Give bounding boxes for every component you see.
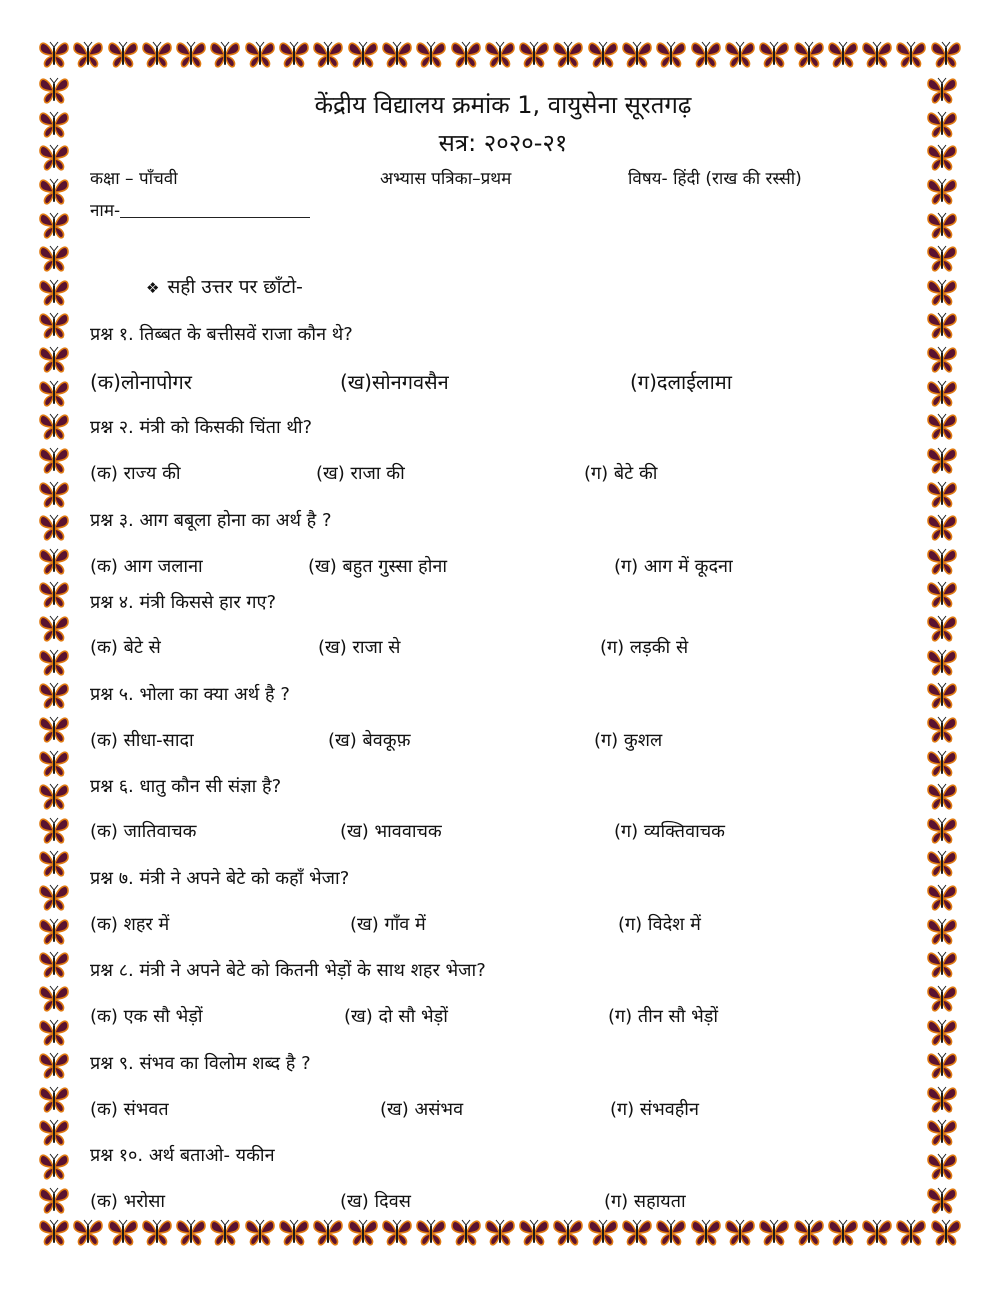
butterfly-icon — [38, 1018, 74, 1048]
butterfly-icon — [38, 917, 74, 947]
butterfly-icon — [926, 648, 962, 678]
question-5: प्रश्न ५. भोला का क्या अर्थ है ? — [90, 684, 290, 705]
butterfly-icon — [926, 311, 962, 341]
q8-option-a[interactable]: (क) एक सौ भेड़ों — [90, 1006, 203, 1027]
butterfly-icon — [621, 40, 653, 76]
butterfly-icon — [926, 278, 962, 308]
butterfly-icon — [38, 816, 74, 846]
butterfly-icon — [926, 984, 962, 1014]
name-blank-line[interactable] — [120, 199, 310, 218]
butterfly-icon — [926, 580, 962, 610]
butterfly-icon — [38, 681, 74, 711]
butterfly-icon — [861, 1218, 893, 1254]
butterfly-icon — [690, 40, 722, 76]
butterfly-icon — [926, 782, 962, 812]
butterfly-icon — [793, 40, 825, 76]
butterfly-icon — [38, 1186, 74, 1216]
butterfly-icon — [926, 547, 962, 577]
question-4: प्रश्न ४. मंत्री किससे हार गए? — [90, 592, 277, 613]
butterfly-icon — [930, 1218, 962, 1254]
question-6: प्रश्न ६. धातु कौन सी संज्ञा है? — [90, 776, 282, 797]
butterfly-icon — [690, 1218, 722, 1254]
instruction — [146, 273, 303, 299]
butterfly-icon — [758, 40, 790, 76]
butterfly-icon — [278, 40, 310, 76]
session-year: सत्र: २०२०-२१ — [438, 129, 568, 157]
butterfly-icon — [38, 311, 74, 341]
butterfly-icon — [793, 1218, 825, 1254]
butterfly-icon — [926, 715, 962, 745]
butterfly-icon — [278, 1218, 310, 1254]
q7-option-b[interactable]: (ख) गाँव में — [350, 914, 426, 935]
butterfly-icon — [312, 40, 344, 76]
butterfly-icon — [72, 1218, 104, 1254]
q4-option-c[interactable]: (ग) लड़की से — [600, 637, 689, 658]
butterfly-icon — [926, 1186, 962, 1216]
butterfly-icon — [381, 1218, 413, 1254]
butterfly-icon — [38, 278, 74, 308]
butterfly-icon — [926, 76, 962, 106]
q10-option-b[interactable]: (ख) दिवस — [340, 1191, 411, 1212]
q9-option-c[interactable]: (ग) संभवहीन — [610, 1099, 699, 1120]
name-label: नाम- — [90, 201, 121, 221]
butterfly-icon — [552, 1218, 584, 1254]
butterfly-icon — [724, 1218, 756, 1254]
butterfly-icon — [926, 345, 962, 375]
butterfly-icon — [926, 614, 962, 644]
butterfly-icon — [347, 1218, 379, 1254]
border-left — [38, 76, 74, 1216]
butterfly-icon — [926, 950, 962, 980]
q7-option-a[interactable]: (क) शहर में — [90, 914, 170, 935]
butterfly-icon — [926, 1118, 962, 1148]
butterfly-icon — [450, 40, 482, 76]
butterfly-icon — [381, 40, 413, 76]
q10-option-c[interactable]: (ग) सहायता — [604, 1191, 686, 1212]
butterfly-icon — [926, 849, 962, 879]
question-9: प्रश्न ९. संभव का विलोम शब्द है ? — [90, 1053, 311, 1074]
butterfly-icon — [926, 917, 962, 947]
butterfly-icon — [107, 1218, 139, 1254]
butterfly-icon — [926, 1018, 962, 1048]
butterfly-icon — [930, 40, 962, 76]
q3-option-c[interactable]: (ग) आग में कूदना — [614, 556, 733, 577]
q1-option-b[interactable]: (ख)सोनगवसैन — [340, 370, 449, 394]
q3-option-b[interactable]: (ख) बहुत गुस्सा होना — [308, 556, 448, 577]
butterfly-icon — [926, 446, 962, 476]
butterfly-icon — [38, 446, 74, 476]
q2-option-b[interactable]: (ख) राजा की — [316, 463, 405, 484]
butterfly-icon — [415, 1218, 447, 1254]
instruction-text: सही उत्तर पर छाँटो- — [167, 276, 303, 298]
q5-option-b[interactable]: (ख) बेवकूफ़ — [328, 730, 411, 751]
question-3: प्रश्न ३. आग बबूला होना का अर्थ है ? — [90, 510, 332, 531]
butterfly-icon — [926, 244, 962, 274]
question-8: प्रश्न ८. मंत्री ने अपने बेटे को कितनी भेड़ों के साथ शहर भेजा? — [90, 960, 486, 981]
border-right — [926, 76, 962, 1216]
butterfly-icon — [38, 1152, 74, 1182]
butterfly-icon — [38, 614, 74, 644]
butterfly-icon — [38, 1085, 74, 1115]
border-bottom — [38, 1218, 962, 1254]
butterfly-icon — [38, 211, 74, 241]
name-field — [90, 198, 310, 221]
butterfly-icon — [518, 40, 550, 76]
butterfly-icon — [38, 513, 74, 543]
butterfly-icon — [484, 40, 516, 76]
butterfly-icon — [926, 681, 962, 711]
butterfly-icon — [38, 244, 74, 274]
butterfly-icon — [895, 40, 927, 76]
diamond-bullet-icon: ❖ — [146, 279, 160, 297]
q2-option-a[interactable]: (क) राज्य की — [90, 463, 181, 484]
butterfly-icon — [926, 412, 962, 442]
butterfly-icon — [38, 547, 74, 577]
q5-option-c[interactable]: (ग) कुशल — [594, 730, 663, 751]
butterfly-icon — [552, 40, 584, 76]
butterfly-icon — [107, 40, 139, 76]
butterfly-icon — [926, 177, 962, 207]
q3-option-a[interactable]: (क) आग जलाना — [90, 556, 203, 577]
butterfly-icon — [38, 984, 74, 1014]
question-1: प्रश्न १. तिब्बत के बत्तीसवें राजा कौन थे? — [90, 324, 353, 345]
butterfly-icon — [926, 513, 962, 543]
butterfly-icon — [38, 849, 74, 879]
butterfly-icon — [926, 480, 962, 510]
butterfly-icon — [38, 177, 74, 207]
q5-option-a[interactable]: (क) सीधा-सादा — [90, 730, 194, 751]
butterfly-icon — [141, 40, 173, 76]
butterfly-icon — [450, 1218, 482, 1254]
butterfly-icon — [38, 782, 74, 812]
butterfly-icon — [827, 40, 859, 76]
butterfly-icon — [38, 1051, 74, 1081]
q4-option-b[interactable]: (ख) राजा से — [318, 637, 401, 658]
butterfly-icon — [38, 580, 74, 610]
butterfly-icon — [827, 1218, 859, 1254]
q8-option-b[interactable]: (ख) दो सौ भेड़ों — [344, 1006, 448, 1027]
butterfly-icon — [312, 1218, 344, 1254]
butterfly-icon — [209, 1218, 241, 1254]
q8-option-c[interactable]: (ग) तीन सौ भेड़ों — [608, 1006, 719, 1027]
butterfly-icon — [38, 480, 74, 510]
butterfly-icon — [244, 40, 276, 76]
butterfly-icon — [926, 883, 962, 913]
border-top — [38, 40, 962, 76]
butterfly-icon — [141, 1218, 173, 1254]
question-10: प्रश्न १०. अर्थ बताओ- यकीन — [90, 1145, 275, 1166]
butterfly-icon — [38, 1218, 70, 1254]
butterfly-icon — [38, 143, 74, 173]
butterfly-icon — [38, 883, 74, 913]
butterfly-icon — [926, 143, 962, 173]
butterfly-icon — [175, 40, 207, 76]
butterfly-icon — [861, 40, 893, 76]
q9-option-b[interactable]: (ख) असंभव — [380, 1099, 464, 1120]
butterfly-icon — [655, 40, 687, 76]
butterfly-icon — [72, 40, 104, 76]
q6-option-a[interactable]: (क) जातिवाचक — [90, 821, 197, 842]
q6-option-c[interactable]: (ग) व्यक्तिवाचक — [614, 821, 725, 842]
question-2: प्रश्न २. मंत्री को किसकी चिंता थी? — [90, 417, 313, 438]
butterfly-icon — [38, 40, 70, 76]
butterfly-icon — [175, 1218, 207, 1254]
butterfly-icon — [38, 950, 74, 980]
butterfly-icon — [926, 1051, 962, 1081]
butterfly-icon — [621, 1218, 653, 1254]
butterfly-icon — [926, 1085, 962, 1115]
butterfly-icon — [518, 1218, 550, 1254]
subject-label: विषय- हिंदी (राख की रस्सी) — [628, 169, 802, 189]
butterfly-icon — [926, 1152, 962, 1182]
butterfly-icon — [724, 40, 756, 76]
butterfly-icon — [926, 110, 962, 140]
butterfly-icon — [587, 1218, 619, 1254]
butterfly-icon — [347, 40, 379, 76]
worksheet-label: अभ्यास पत्रिका–प्रथम — [380, 169, 512, 189]
butterfly-icon — [244, 1218, 276, 1254]
butterfly-icon — [415, 40, 447, 76]
q10-option-a[interactable]: (क) भरोसा — [90, 1191, 166, 1212]
butterfly-icon — [38, 749, 74, 779]
q1-option-a[interactable]: (क)लोनापोगर — [90, 370, 192, 394]
q6-option-b[interactable]: (ख) भाववाचक — [340, 821, 442, 842]
butterfly-icon — [38, 715, 74, 745]
q2-option-c[interactable]: (ग) बेटे की — [584, 463, 658, 484]
butterfly-icon — [484, 1218, 516, 1254]
q1-option-c[interactable]: (ग)दलाईलामा — [630, 370, 732, 394]
q7-option-c[interactable]: (ग) विदेश में — [618, 914, 701, 935]
butterfly-icon — [587, 40, 619, 76]
school-title: केंद्रीय विद्यालय क्रमांक 1, वायुसेना सूरतगढ़ — [314, 91, 692, 119]
butterfly-icon — [38, 379, 74, 409]
butterfly-icon — [655, 1218, 687, 1254]
butterfly-icon — [38, 412, 74, 442]
butterfly-icon — [38, 1118, 74, 1148]
butterfly-icon — [926, 816, 962, 846]
q4-option-a[interactable]: (क) बेटे से — [90, 637, 161, 658]
butterfly-icon — [926, 749, 962, 779]
class-label: कक्षा – पाँचवी — [90, 169, 178, 189]
butterfly-icon — [38, 76, 74, 106]
q9-option-a[interactable]: (क) संभवत — [90, 1099, 169, 1120]
butterfly-icon — [38, 648, 74, 678]
butterfly-icon — [209, 40, 241, 76]
butterfly-icon — [926, 379, 962, 409]
question-7: प्रश्न ७. मंत्री ने अपने बेटे को कहाँ भेजा? — [90, 868, 350, 889]
butterfly-icon — [758, 1218, 790, 1254]
butterfly-icon — [38, 110, 74, 140]
butterfly-icon — [38, 345, 74, 375]
butterfly-icon — [895, 1218, 927, 1254]
butterfly-icon — [926, 211, 962, 241]
